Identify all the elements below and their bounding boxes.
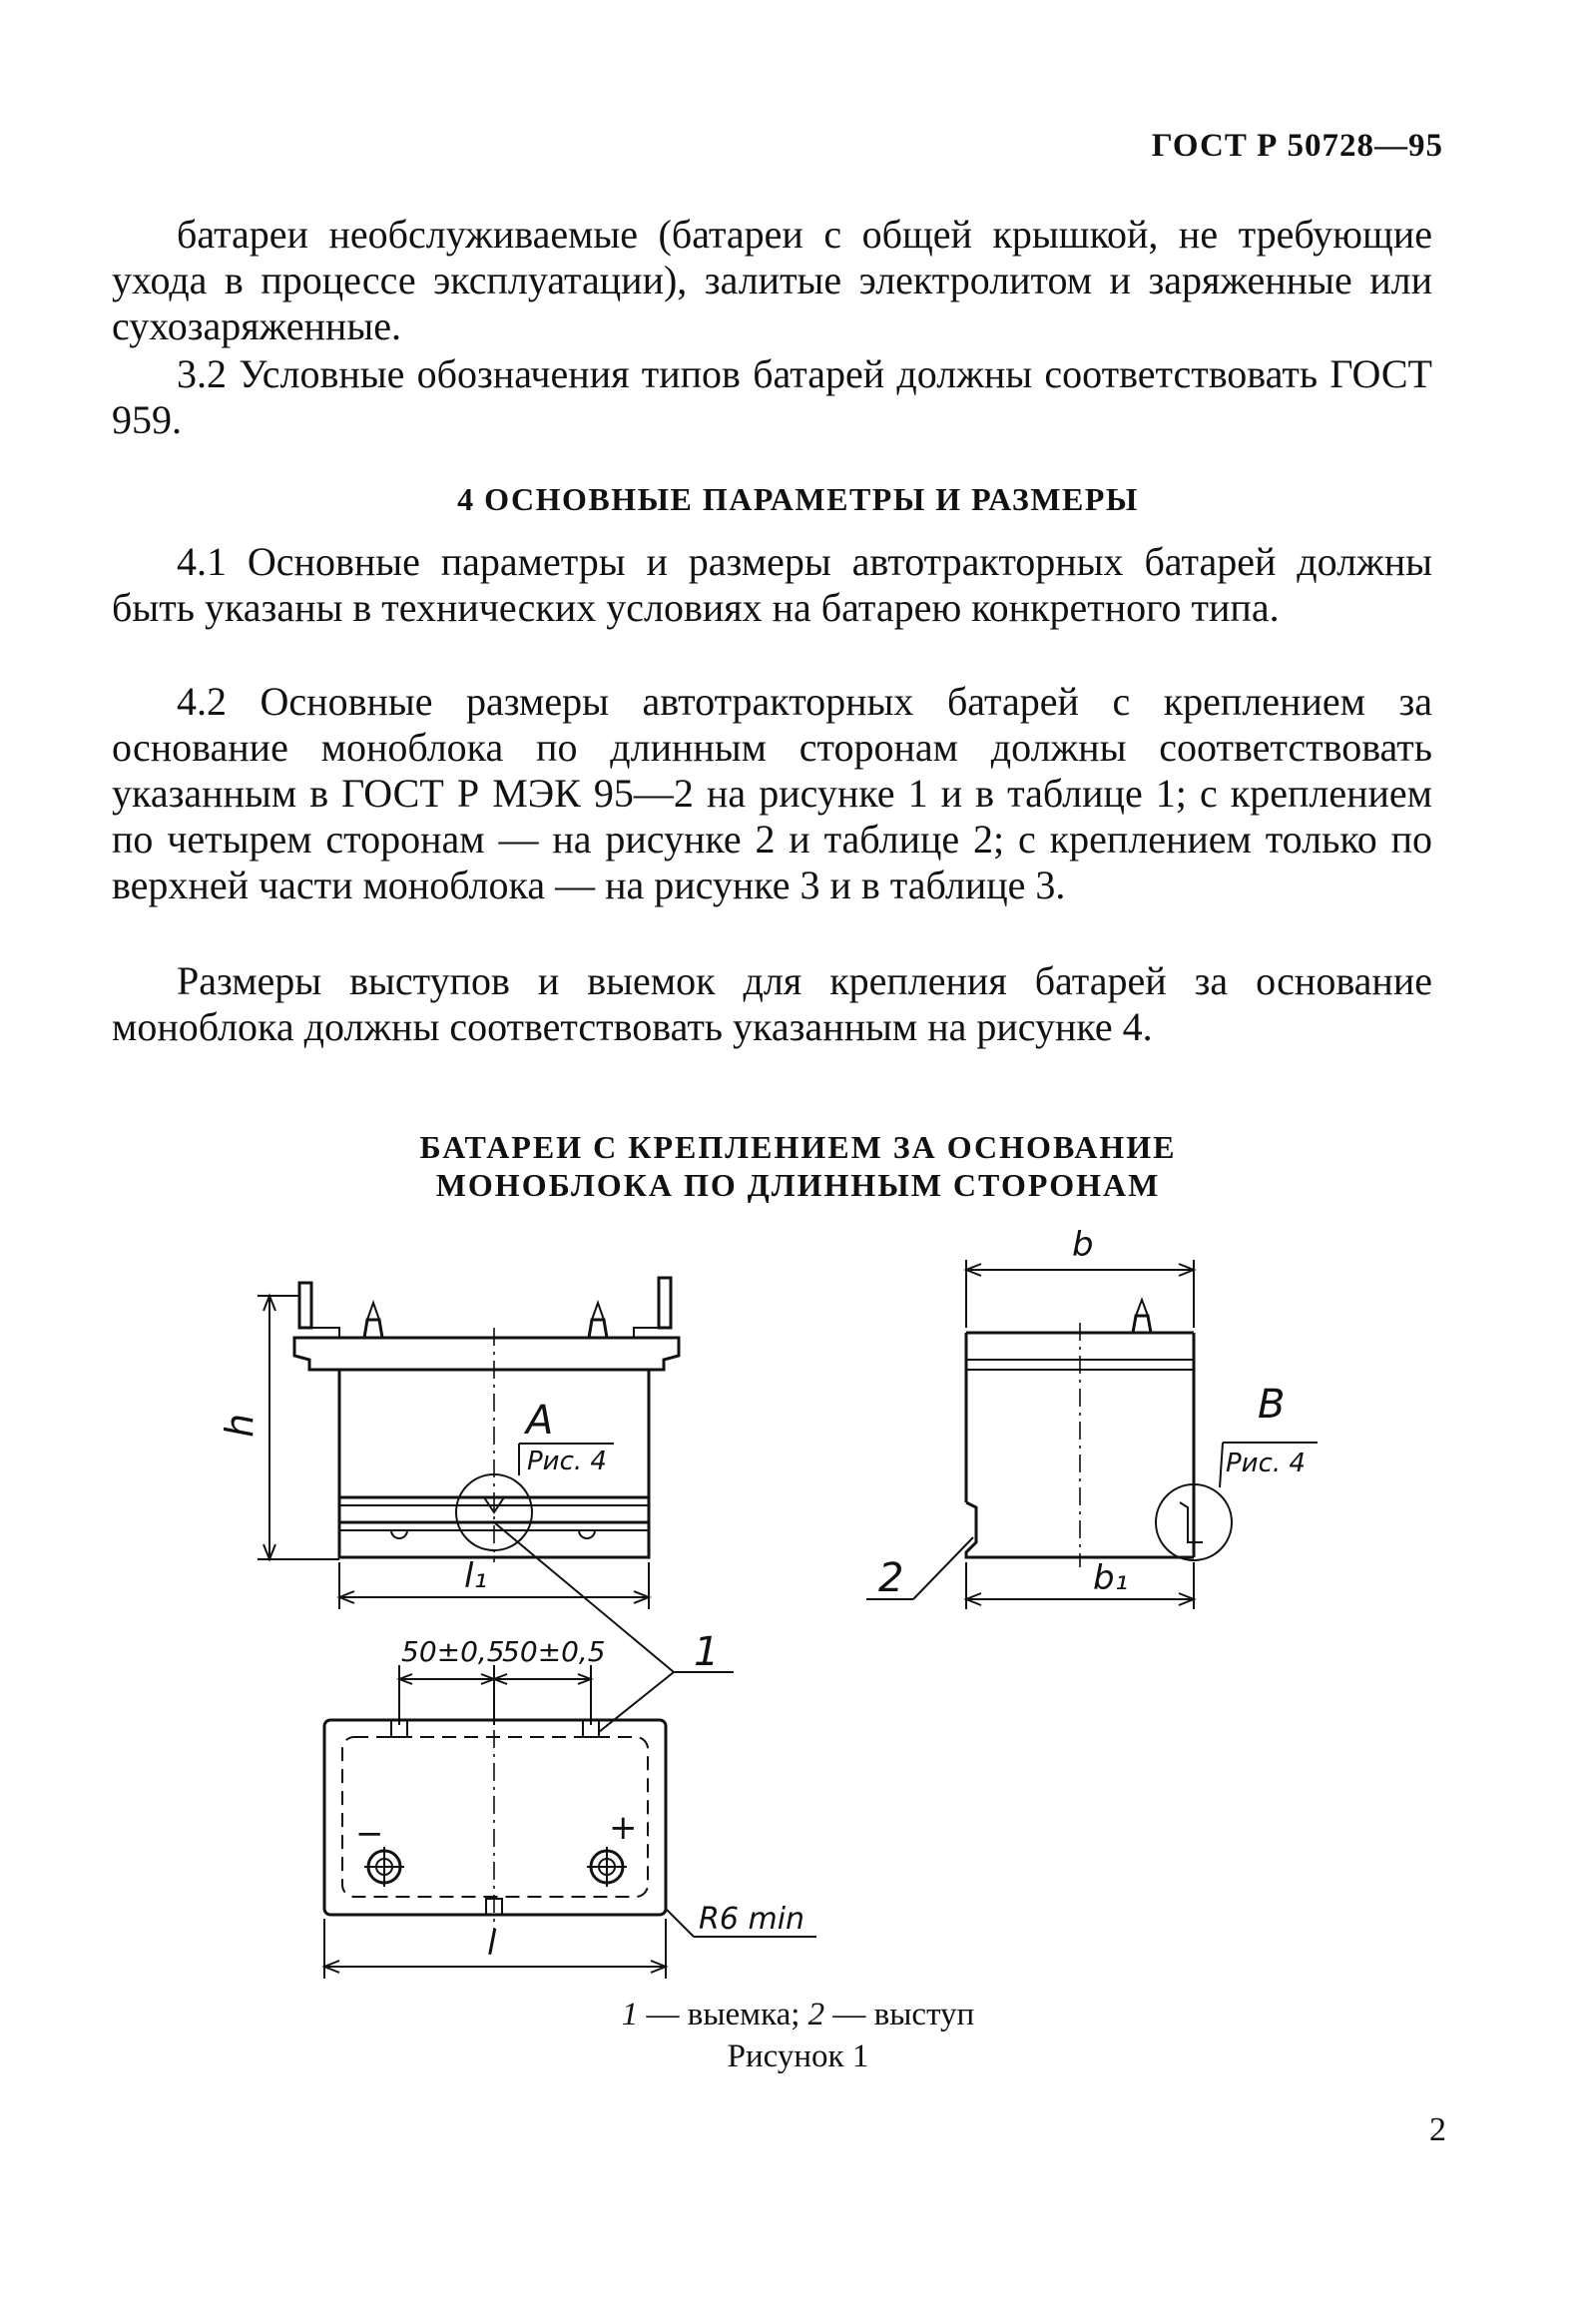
label-radius: R6 min — [699, 1902, 805, 1937]
label-callout-2: 2 — [878, 1555, 904, 1601]
figure-caption: Рисунок 1 — [727, 2038, 869, 2074]
label-ref-b: Рис. 4 — [1226, 1449, 1306, 1478]
callout-1 — [494, 1522, 734, 1732]
legend-text-2: — выступ — [824, 1997, 975, 2032]
figure-title-line-1: БАТАРЕИ С КРЕПЛЕНИЕМ ЗА ОСНОВАНИЕ — [419, 1129, 1177, 1165]
label-callout-1: 1 — [694, 1629, 720, 1675]
section-title: 4 ОСНОВНЫЕ ПАРАМЕТРЫ И РАЗМЕРЫ — [457, 481, 1139, 517]
label-dim-2: 50±0,5 — [502, 1635, 606, 1668]
legend-number-1: 1 — [621, 1997, 639, 2032]
label-B: B — [1258, 1382, 1286, 1428]
side-view — [866, 1225, 1318, 1609]
legend-text-1: — выемка; — [638, 1997, 808, 2032]
label-l: l — [487, 1924, 497, 1964]
paragraph-continuation: батареи необслуживаемые (батареи с общей крышкой, не требующие ухода в процессе эксплуатации), залитые электролитом и заряженные или сухозаряженные. — [112, 212, 1432, 348]
legend-number-2: 2 — [807, 1997, 825, 2032]
top-view — [324, 1635, 816, 1979]
label-h: h — [218, 1413, 262, 1438]
figure-title-line-2: МОНОБЛОКА ПО ДЛИННЫМ СТОРОНАМ — [435, 1167, 1161, 1203]
label-minus: − — [355, 1814, 384, 1854]
label-dim-1: 50±0,5 — [401, 1635, 505, 1668]
label-ref-a: Рис. 4 — [527, 1447, 607, 1476]
paragraph-protrusions: Размеры выступов и выемок для крепления батарей за основание моноблока должны соответствовать указанным на рисунке 4. — [112, 958, 1432, 1049]
label-l1: l₁ — [464, 1556, 488, 1596]
label-A: A — [526, 1398, 554, 1444]
document-code-header: ГОСТ Р 50728—95 — [1151, 128, 1443, 164]
page-number: 2 — [1429, 2111, 1446, 2148]
paragraph-4-2: 4.2 Основные размеры автотракторных батарей с креплением за основание моноблока по длинным сторонам должны соответствовать указанным в ГОСТ Р МЭК 95—2 на рисунке 1 и в таблице 1; с креплением по четырем сторонам — на рисунке 2 и таблице 2; с креплением только по верхней части моноблока — на рисунке 3 и в таблице 3. — [112, 679, 1432, 907]
figure-legend — [0, 1997, 1596, 2033]
label-b: b — [1072, 1225, 1094, 1265]
label-plus: + — [609, 1808, 638, 1848]
paragraph-3-2: 3.2 Условные обозначения типов батарей должны соответствовать ГОСТ 959. — [112, 351, 1432, 442]
label-b1: b₁ — [1093, 1558, 1129, 1598]
paragraph-4-1: 4.1 Основные параметры и размеры автотракторных батарей должны быть указаны в технических условиях на батарею конкретного типа. — [112, 539, 1432, 630]
front-view — [218, 1278, 679, 1609]
